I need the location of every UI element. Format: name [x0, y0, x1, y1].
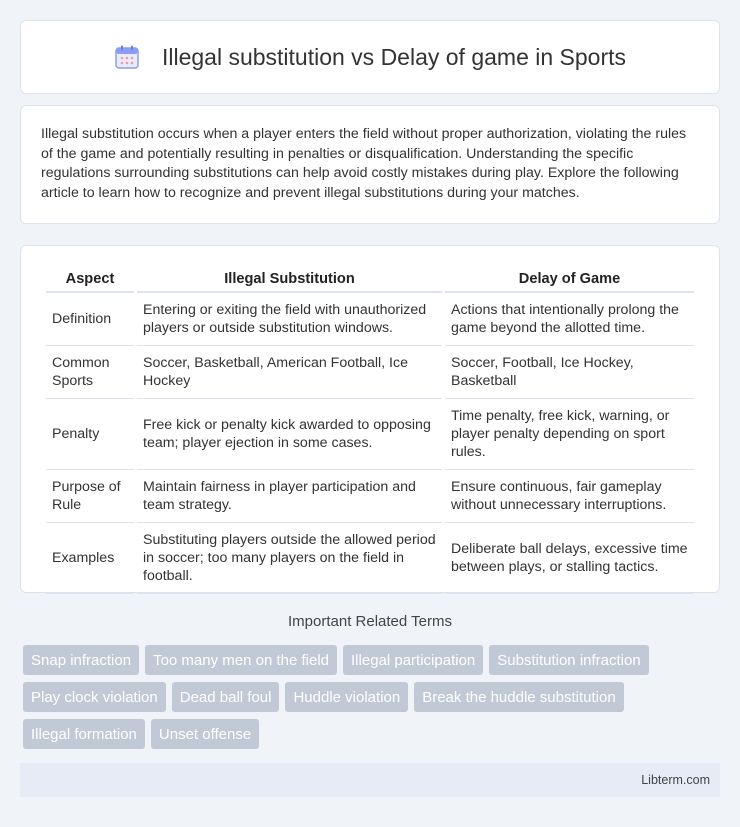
related-term-tag[interactable]: Too many men on the field: [145, 645, 337, 675]
related-term-tag[interactable]: Snap infraction: [23, 645, 139, 675]
intro-card: [20, 105, 720, 224]
related-term-tag[interactable]: Unset offense: [151, 719, 259, 749]
related-terms-title: Important Related Terms: [288, 613, 452, 630]
related-term-tag[interactable]: Substitution infraction: [489, 645, 648, 675]
row-aspect: Penalty: [46, 399, 134, 470]
row-delay-of-game: Deliberate ball delays, excessive time between plays, or stalling tactics.: [445, 523, 694, 594]
row-aspect: Common Sports: [46, 346, 134, 399]
calendar-icon: [114, 44, 140, 70]
related-term-tag[interactable]: Play clock violation: [23, 682, 166, 712]
row-aspect: Definition: [46, 293, 134, 346]
table-row: [46, 399, 694, 470]
row-illegal-substitution: Soccer, Basketball, American Football, Ice Hockey: [137, 346, 442, 399]
table-header-row: [46, 266, 694, 293]
table-row: [46, 346, 694, 399]
related-terms-list: [23, 645, 723, 749]
header-delay-of-game: Delay of Game: [445, 266, 694, 293]
title-card: [20, 20, 720, 94]
row-delay-of-game: Time penalty, free kick, warning, or player penalty depending on sport rules.: [445, 399, 694, 470]
related-term-tag[interactable]: Dead ball foul: [172, 682, 280, 712]
table-row: [46, 523, 694, 594]
header-aspect: Aspect: [46, 266, 134, 293]
row-illegal-substitution: Maintain fairness in player participation and team strategy.: [137, 470, 442, 523]
row-aspect: Examples: [46, 523, 134, 594]
comparison-table-card: [20, 245, 720, 593]
page-title: Illegal substitution vs Delay of game in Sports: [161, 43, 627, 70]
footer-site-link[interactable]: Libterm.com: [641, 773, 710, 787]
row-delay-of-game: Ensure continuous, fair gameplay without unnecessary interruptions.: [445, 470, 694, 523]
table-row: [46, 293, 694, 346]
related-term-tag[interactable]: Illegal participation: [343, 645, 483, 675]
row-illegal-substitution: Entering or exiting the field with unauthorized players or outside substitution windows.: [137, 293, 442, 346]
row-delay-of-game: Actions that intentionally prolong the game beyond the allotted time.: [445, 293, 694, 346]
row-illegal-substitution: Free kick or penalty kick awarded to opposing team; player ejection in some cases.: [137, 399, 442, 470]
header-illegal-substitution: Illegal Substitution: [137, 266, 442, 293]
row-aspect: Purpose of Rule: [46, 470, 134, 523]
row-illegal-substitution: Substituting players outside the allowed period in soccer; too many players on the field in football.: [137, 523, 442, 594]
related-term-tag[interactable]: Break the huddle substitution: [414, 682, 623, 712]
related-term-tag[interactable]: Huddle violation: [285, 682, 408, 712]
row-delay-of-game: Soccer, Football, Ice Hockey, Basketball: [445, 346, 694, 399]
intro-text: Illegal substitution occurs when a player enters the field without proper authorization, violating the rules of the game and potentially resulting in penalties or disqualification. Understanding the specific regulations surrounding substitutions can help avoid costly mistakes during play. Explore the following article to learn how to recognize and prevent illegal substitutions during your matches.: [41, 126, 687, 201]
comparison-table: [43, 266, 697, 594]
table-row: [46, 470, 694, 523]
footer: [20, 763, 720, 797]
related-term-tag[interactable]: Illegal formation: [23, 719, 145, 749]
